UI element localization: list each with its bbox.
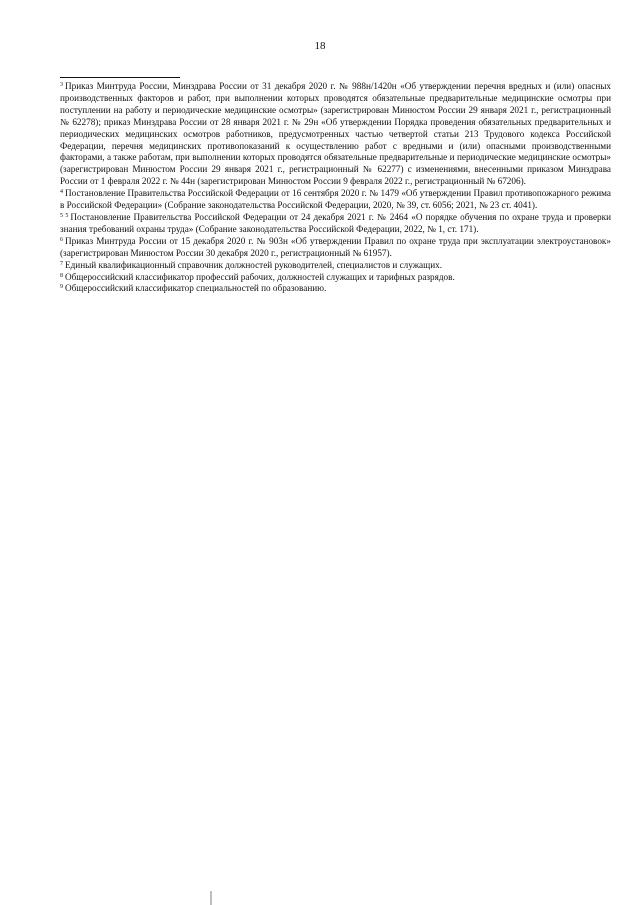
footnote-text: Постановление Правительства Российской Федерации от 24 декабря 2021 г. № 2464 «О порядке обучения по охране труда и проверки знания требований охраны труда» (Собрание законодательства Российской Федерации, 2022, № 1, ст. 171). (60, 211, 611, 234)
footnote-6 (60, 236, 611, 260)
footnote-3 (60, 81, 611, 188)
footnote-marker: 3 (60, 82, 63, 88)
footnote-marker: 4 (60, 189, 63, 196)
footnote-marker: 6 (60, 236, 63, 243)
scan-edge-mark (210, 891, 212, 905)
footnote-marker: 8 (60, 272, 63, 279)
footnote-7 (60, 260, 611, 272)
footnote-9 (60, 283, 611, 295)
footnote-marker: 7 (60, 260, 63, 267)
footnote-5 (60, 212, 611, 236)
footnote-text: Общероссийский классификатор профессий рабочих, должностей служащих и тарифных разрядов. (65, 271, 455, 282)
footnote-marker: 5 5 (60, 212, 69, 219)
footnote-separator (60, 77, 180, 78)
footnote-8 (60, 272, 611, 284)
page-number: 18 (314, 40, 326, 52)
footnote-text: Общероссийский классификатор специальностей по образованию. (65, 283, 327, 294)
footnote-4 (60, 188, 611, 212)
footnote-text: Приказ Минтруда России от 15 декабря 2020 г. № 903н «Об утверждении Правил по охране труда при эксплуатации электроустановок» (зарегистрирован Минюстом России 30 декабря 2020 г., регистрационный № 61957). (60, 235, 611, 258)
footnotes-block (60, 81, 611, 295)
footnote-text: Постановление Правительства Российской Федерации от 16 сентября 2020 г. № 1479 «Об утверждении Правил противопожарного режима в Российской Федерации» (Собрание законодательства Российской Федерации, 2020, № 39, ст. 6056; 2021, № 23 ст. 4041). (60, 188, 611, 211)
footnote-text: Приказ Минтруда России, Минздрава России от 31 декабря 2020 г. № 988н/1420н «Об утверждении перечня вредных и (или) опасных производственных факторов и работ, при выполнении которых проводятся обязательные предварительные медицинские осмотры при поступлении на работу и периодические медицинские осмотры» (зарегистрирован Минюстом России 29 января 2021 г., регистрационный № 62278); приказ Минздрава России от 28 января 2021 г. № 29н «Об утверждении Порядка проведения обязательных предварительных и периодических медицинских осмотров работников, предусмотренных частью четвертой статьи 213 Трудового кодекса Российской Федерации, перечня медицинских противопоказаний к осуществлению работ с вредными и (или) опасными производственными факторами, а также работам, при выполнении которых проводятся обязательные предварительные и периодические медицинские осмотры» (зарегистрирован Минюстом России 29 января 2021 г., регистрационный № 62277) с изменениями, внесенными приказом Минздрава России от 1 февраля 2022 г. № 44н (зарегистрирован Минюстом России 9 февраля 2022 г., регистрационный № 67206). (60, 81, 611, 187)
footnote-text: Единый квалификационный справочник должностей руководителей, специалистов и служащих. (65, 259, 443, 270)
footnote-marker: 9 (60, 284, 63, 291)
